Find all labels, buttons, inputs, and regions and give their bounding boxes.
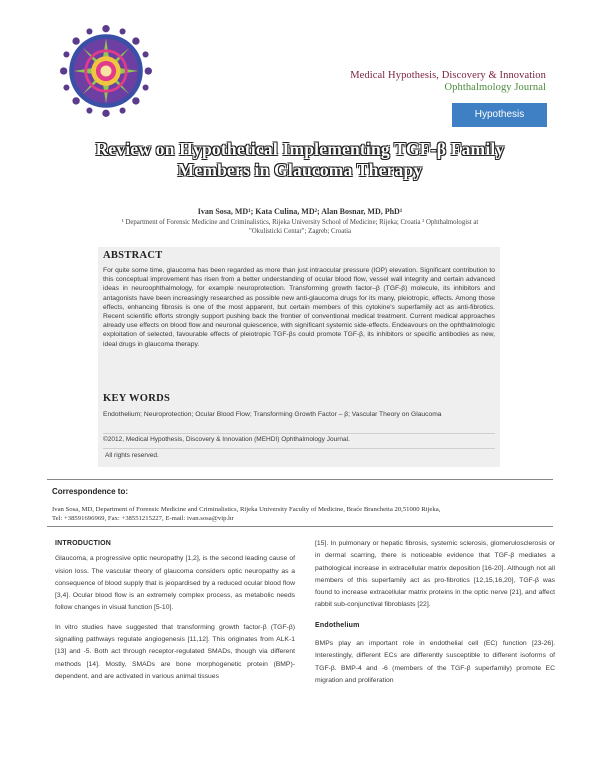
endothelium-heading: Endothelium (315, 621, 360, 629)
correspondence-address: Ivan Sosa, MD, Department of Forensic Medicine and Criminalistics, Rijeka University Faculty of Medicine, Braće Branchetta 20,51000 Rijeka, (52, 506, 441, 513)
title-line1: Review on Hypothetical Implementing TGF-β Family (95, 139, 505, 159)
correspondence-contact: Tel: +38591696969, Fax: +38551215227, E-mail: ivan.sosa@vip.hr (52, 515, 234, 522)
article-type-badge: Hypothesis (452, 103, 547, 127)
paragraph: [15]. In pulmonary or hepatic fibrosis, systemic sclerosis, glomerulosclerosis or in dermal scarring, there is noticeable evidence that TGF-β mediates a pathological increase in extracellular matrix deposition [16-20]. Although not all members of this superfamily act as pro-fibrotics [12,15,16,20], TGF-β was found to increase extracellular matrix proteins in the optic nerve [21], and affect rabbit sub-conjunctival fibroblasts [22]. (315, 540, 555, 609)
abstract-text: For quite some time, glaucoma has been regarded as more than just intraocular pressure (IOP) elevation. Significant contribution to this conceptual improvement has risen from a better understanding of ocular blood flow, vessel wall integrity and certain advanced ideas in neuroophthalmology, for example neuroprotection. Transforming growth factor–β (TGF-β) molecule, its inhibitors and antagonists have been increasingly researched as possible new anti-glaucoma drugs for its many, pleiotropic, effects. Among those effects, enhancing fibrosis is one of the most apparent, but certain members of this cytokine's superfamily act as anti-fibrotics. Recent scientific efforts strongly support pushing back the frontier of conventional medical treatment. Current medical approaches already use effects on blood flow and neuronal quiescence, with significant systemic side-effects. Endeavours on the ophthalmologic exploitation of selected, favourable effects of pleiotropic TGF-βs could promote TGF-β, its inhibitors or specific antibodies as new, ideal drugs in glaucoma therapy. (103, 267, 495, 348)
authors: Ivan Sosa, MD¹; Kata Culina, MD²; Alan Bosnar, MD, PhD¹ (197, 207, 403, 216)
journal-name-line1: Medical Hypothesis, Discovery & Innovation (350, 70, 546, 81)
keywords-heading: KEY WORDS (103, 393, 171, 404)
paragraph: In vitro studies have suggested that transforming growth factor-β (TGF-β) signalling pathways regulate angiogenesis [11,12]. This originates from ALK-1 [13] and -5. Both act through receptor-regulated SMADs, though via different methods [14]. Mostly, SMADs are bone morphogenetic protein (BMP)-dependent, and are activated in various animal tissues (55, 623, 295, 680)
rights-notice: All rights reserved. (105, 452, 159, 459)
journal-logo (60, 25, 152, 117)
article-title (40, 139, 560, 181)
divider (103, 448, 495, 449)
paragraph: BMPs play an important role in endothelial cell (EC) function [23-26]. Interestingly, different ECs are differently susceptible to different isoforms of TGF-β. BMP-4 and -6 (members of the TGF-β superfamily) promote EC migration and proliferation (315, 640, 555, 684)
introduction-heading: INTRODUCTION (55, 540, 112, 547)
affiliation-line1: ¹ Department of Forensic Medicine and Criminalistics, Rijeka University School of Medicine; Rijeka; Croatia ² Ophthalmologist at (121, 219, 479, 226)
correspondence-details (52, 505, 552, 523)
journal-name-line2: Ophthalmology Journal (444, 82, 546, 93)
correspondence-heading: Correspondence to: (52, 487, 129, 496)
affiliation-line2: "Okulisticki Centar"; Zagreb; Croatia (249, 228, 351, 235)
body-column-left (55, 538, 295, 690)
divider (103, 433, 495, 434)
keywords-text: Endothelium; Neuroprotection; Ocular Blood Flow; Transforming Growth Factor – β; Vascular Theory on Glaucoma (103, 411, 442, 418)
affiliations (80, 218, 520, 236)
body-column-right (315, 538, 555, 694)
divider (47, 526, 553, 527)
abstract-heading: ABSTRACT (103, 250, 163, 261)
paragraph: Glaucoma, a progressive optic neuropathy [1,2], is the second leading cause of vision loss. The vascular theory of glaucoma considers optic neuropathy as a consequence of blood supply that is jeopardised by a reduced ocular blood flow [3,4]. Ocular blood flow is an extremely complex process, as metabolic needs follow changes in visual function [5-10]. (55, 555, 295, 612)
copyright-notice: ©2012, Medical Hypothesis, Discovery & Innovation (MEHDI) Ophthalmology Journal. (103, 436, 350, 443)
divider (47, 479, 553, 480)
journal-name (350, 70, 546, 93)
title-line2: Members in Glaucoma Therapy (177, 160, 423, 180)
